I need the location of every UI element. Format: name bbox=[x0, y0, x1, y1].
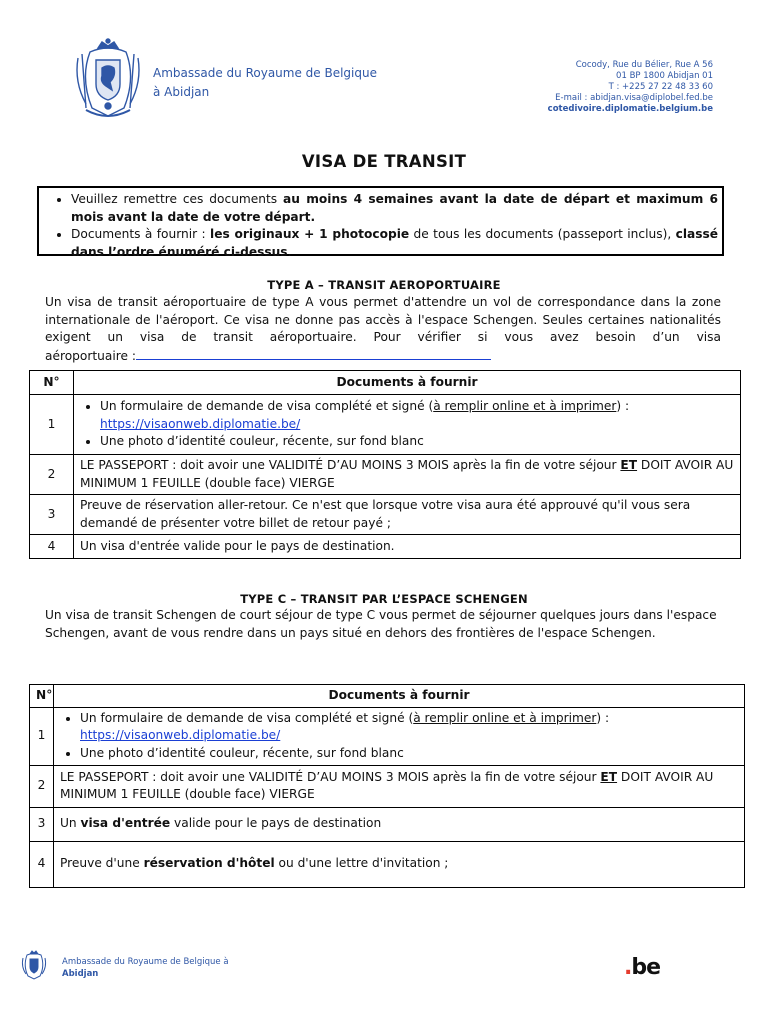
dot-be-logo-text: be bbox=[631, 955, 660, 980]
row-number: 3 bbox=[30, 495, 74, 535]
table-row bbox=[30, 395, 741, 455]
table-row bbox=[30, 535, 741, 559]
row-content bbox=[74, 395, 741, 455]
row-number: 4 bbox=[30, 535, 74, 559]
visa-form-item: • Un formulaire de demande de visa complété et signé (à remplir online et à imprimer) : https://visaonweb.diplomatie.be/ bbox=[80, 710, 738, 745]
embassy-name-line1: Ambassade du Royaume de Belgique bbox=[153, 66, 377, 80]
table-row bbox=[30, 765, 745, 807]
type-a-heading: TYPE A – TRANSIT AEROPORTUAIRE bbox=[267, 278, 501, 292]
row-number: 1 bbox=[30, 395, 74, 455]
photo-item: • Une photo d’identité couleur, récente, sur fond blanc bbox=[80, 745, 738, 763]
table-row bbox=[30, 807, 745, 841]
footer-line2: Abidjan bbox=[62, 968, 99, 979]
visaonweb-link[interactable]: https://visaonweb.diplomatie.be/ bbox=[100, 416, 301, 431]
visa-form-item: • Un formulaire de demande de visa complété et signé (à remplir online et à imprimer) : https://visaonweb.diplomatie.be/ bbox=[100, 398, 734, 433]
contact-po-box: 01 BP 1800 Abidjan 01 bbox=[616, 71, 713, 81]
type-a-check-line: aéroportuaire : bbox=[45, 347, 721, 366]
embassy-name-line2: à Abidjan bbox=[153, 85, 210, 99]
row-number: 2 bbox=[30, 765, 54, 807]
visaonweb-link[interactable]: https://visaonweb.diplomatie.be/ bbox=[80, 728, 281, 743]
contact-website: cotedivoire.diplomatie.belgium.be bbox=[547, 104, 713, 114]
row-number: 2 bbox=[30, 455, 74, 495]
type-a-paragraph: Un visa de transit aéroportuaire de type A vous permet d'attendre un vol de correspondance dans la zone internationale de l'aéroport. Ce visa ne donne pas accès à l'espace Schengen. Seules certaines nationalités exigent un visa de transit aéroportuaire. Pour vérifier si vous avez besoin d’un visa bbox=[45, 295, 721, 344]
type-c-heading: TYPE C – TRANSIT PAR L’ESPACE SCHENGEN bbox=[240, 592, 528, 606]
notice-item-deadline: • Veuillez remettre ces documents au moins 4 semaines avant la date de départ et maximum 6 mois avant la date de votre départ. bbox=[71, 191, 718, 226]
table-header-number: N° bbox=[30, 371, 74, 395]
row-content: LE PASSEPORT : doit avoir une VALIDITÉ D’AU MOINS 3 MOIS après la fin de votre séjour ET DOIT AVOIR AU MINIMUM 1 FEUILLE (double face) VIERGE bbox=[54, 765, 745, 807]
row-number: 4 bbox=[30, 841, 54, 887]
contact-address: Cocody, Rue du Bélier, Rue A 56 bbox=[575, 60, 713, 70]
airport-visa-check-link[interactable] bbox=[136, 347, 491, 360]
footer-coat-of-arms-icon bbox=[20, 950, 48, 980]
table-row bbox=[30, 495, 741, 535]
row-content bbox=[54, 707, 745, 765]
row-content: Preuve d'une réservation d'hôtel ou d'une lettre d'invitation ; bbox=[54, 841, 745, 887]
row-content: LE PASSEPORT : doit avoir une VALIDITÉ D’AU MOINS 3 MOIS après la fin de votre séjour ET DOIT AVOIR AU MINIMUM 1 FEUILLE (double face) VIERGE bbox=[74, 455, 741, 495]
notice-box bbox=[37, 186, 724, 259]
row-content: Preuve de réservation aller-retour. Ce n'est que lorsque votre visa aura été approuvé qu'il vous sera demandé de présenter votre billet de retour payé ; bbox=[74, 495, 741, 535]
table-header-documents: Documents à fournir bbox=[74, 371, 741, 395]
type-c-documents-table bbox=[29, 684, 745, 888]
belgian-coat-of-arms-icon bbox=[72, 38, 144, 120]
row-content: Un visa d'entrée valide pour le pays de destination. bbox=[74, 535, 741, 559]
table-header-number: N° bbox=[30, 685, 54, 708]
embassy-name bbox=[153, 64, 377, 102]
type-c-paragraph: Un visa de transit Schengen de court séjour de type C vous permet de séjourner quelques jours dans l'espace Schengen, avant de vous rendre dans un pays situé en dehors des frontières de l'espace Schengen. bbox=[45, 608, 717, 640]
row-number: 3 bbox=[30, 807, 54, 841]
contact-phone: T : +225 27 22 48 33 60 bbox=[608, 82, 713, 92]
table-row bbox=[30, 707, 745, 765]
table-row bbox=[30, 455, 741, 495]
photo-item: • Une photo d’identité couleur, récente, sur fond blanc bbox=[100, 433, 734, 451]
row-number: 1 bbox=[30, 707, 54, 765]
dot-be-logo bbox=[624, 955, 660, 980]
contact-block bbox=[453, 60, 713, 115]
footer-line1: Ambassade du Royaume de Belgique à bbox=[62, 957, 229, 967]
contact-email: E-mail : abidjan.visa@diplobel.fed.be bbox=[555, 93, 713, 103]
table-header-documents: Documents à fournir bbox=[54, 685, 745, 708]
type-a-description bbox=[45, 294, 721, 365]
type-a-documents-table bbox=[29, 370, 741, 559]
dot-be-logo-dot: . bbox=[623, 955, 632, 980]
notice-item-documents: • Documents à fournir : les originaux + 1 photocopie de tous les documents (passeport inclus), classé dans l’ordre énuméré ci-dessus. bbox=[71, 226, 718, 261]
table-row bbox=[30, 841, 745, 887]
footer-embassy-name bbox=[62, 957, 229, 980]
page-title: VISA DE TRANSIT bbox=[301, 152, 467, 171]
row-content: Un visa d'entrée valide pour le pays de destination bbox=[54, 807, 745, 841]
